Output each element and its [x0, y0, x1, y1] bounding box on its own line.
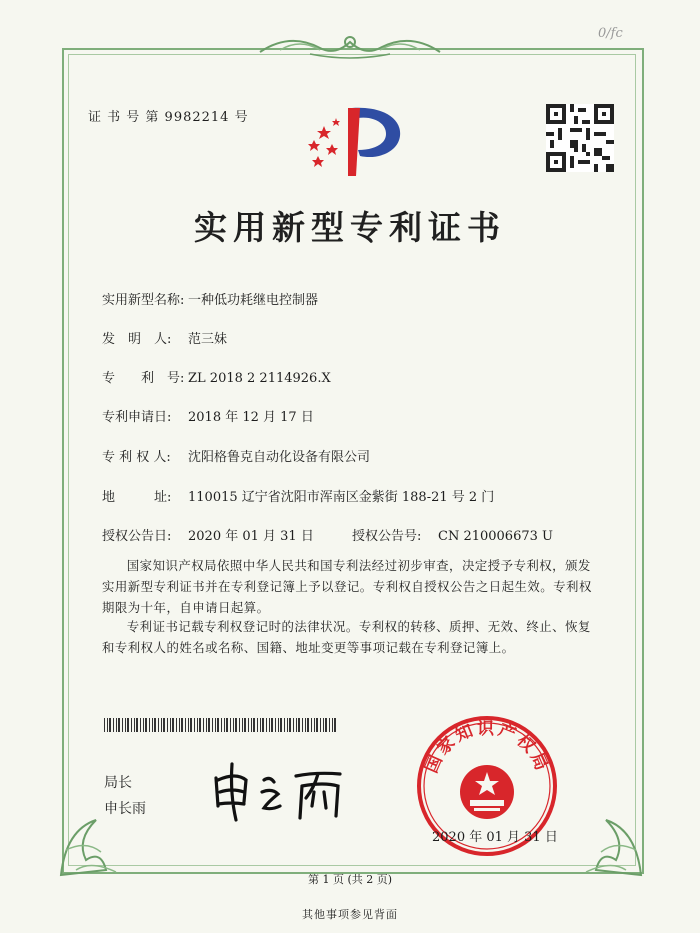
signatory-name: 申长雨 [104, 801, 146, 817]
field-grant-date [102, 525, 314, 544]
field-label: 专 利 号: [102, 371, 185, 386]
field-label: 实用新型名称: [102, 293, 185, 308]
field-value: 2018 年 12 月 17 日 [188, 410, 314, 425]
field-value: 范三妹 [188, 332, 228, 347]
signatory-title: 局长 [104, 775, 132, 791]
corner-handwriting: 0/fc [598, 26, 623, 41]
cnipa-logo-icon [302, 100, 404, 176]
bottom-right-ornament [556, 790, 646, 880]
barcode [104, 718, 338, 732]
seal-text: 国家知识产权局 [421, 718, 553, 777]
field-filing-date [102, 406, 314, 425]
field-patent-number [102, 367, 331, 386]
field-value: 一种低功耗继电控制器 [188, 293, 319, 308]
paragraph-legal-status: 专利证书记载专利权登记时的法律状况。专利权的转移、质押、无效、终止、恢复和专利权人的姓名或名称、国籍、地址变更等事项记载在专利登记簿上。 [102, 619, 591, 655]
certificate-number-value: 9982214 [164, 110, 230, 125]
field-model-name [102, 289, 318, 308]
field-patentee [102, 446, 370, 465]
page-number: 第 1 页 (共 2 页) [307, 873, 393, 886]
field-label: 地 址: [102, 490, 172, 505]
field-address [102, 486, 494, 505]
handwritten-signature [206, 758, 356, 824]
page-title: 实用新型专利证书 [194, 208, 506, 247]
field-inventor [102, 328, 227, 347]
field-value: 2020 年 01 月 31 日 [188, 529, 314, 544]
field-label: 授权公告号: [352, 529, 422, 544]
field-label: 专 利 权 人: [102, 450, 171, 465]
qr-code [546, 104, 614, 172]
top-ornament [250, 30, 450, 60]
certificate-number-label: 证 书 号 第 [88, 110, 160, 125]
field-value: CN 210006673 U [438, 529, 553, 544]
field-label: 授权公告日: [102, 529, 172, 544]
stamp-date: 2020 年 01 月 31 日 [432, 830, 558, 845]
field-value: ZL 2018 2 2114926.X [188, 371, 331, 386]
certificate-number [88, 106, 249, 125]
field-value: 沈阳格鲁克自动化设备有限公司 [188, 450, 371, 465]
paragraph-grant-statement: 国家知识产权局依照中华人民共和国专利法经过初步审查，决定授予专利权，颁发实用新型专利证书并在专利登记簿上予以登记。专利权自授权公告之日起生效。专利权期限为十年，自申请日起算。 [102, 558, 592, 615]
field-label: 专利申请日: [102, 410, 172, 425]
field-label: 发 明 人: [102, 332, 172, 347]
field-value: 110015 辽宁省沈阳市浑南区金紫街 188-21 号 2 门 [188, 490, 495, 505]
field-grant-number [352, 525, 553, 544]
back-note: 其他事项参见背面 [302, 908, 398, 921]
certificate-number-suffix: 号 [234, 110, 249, 125]
